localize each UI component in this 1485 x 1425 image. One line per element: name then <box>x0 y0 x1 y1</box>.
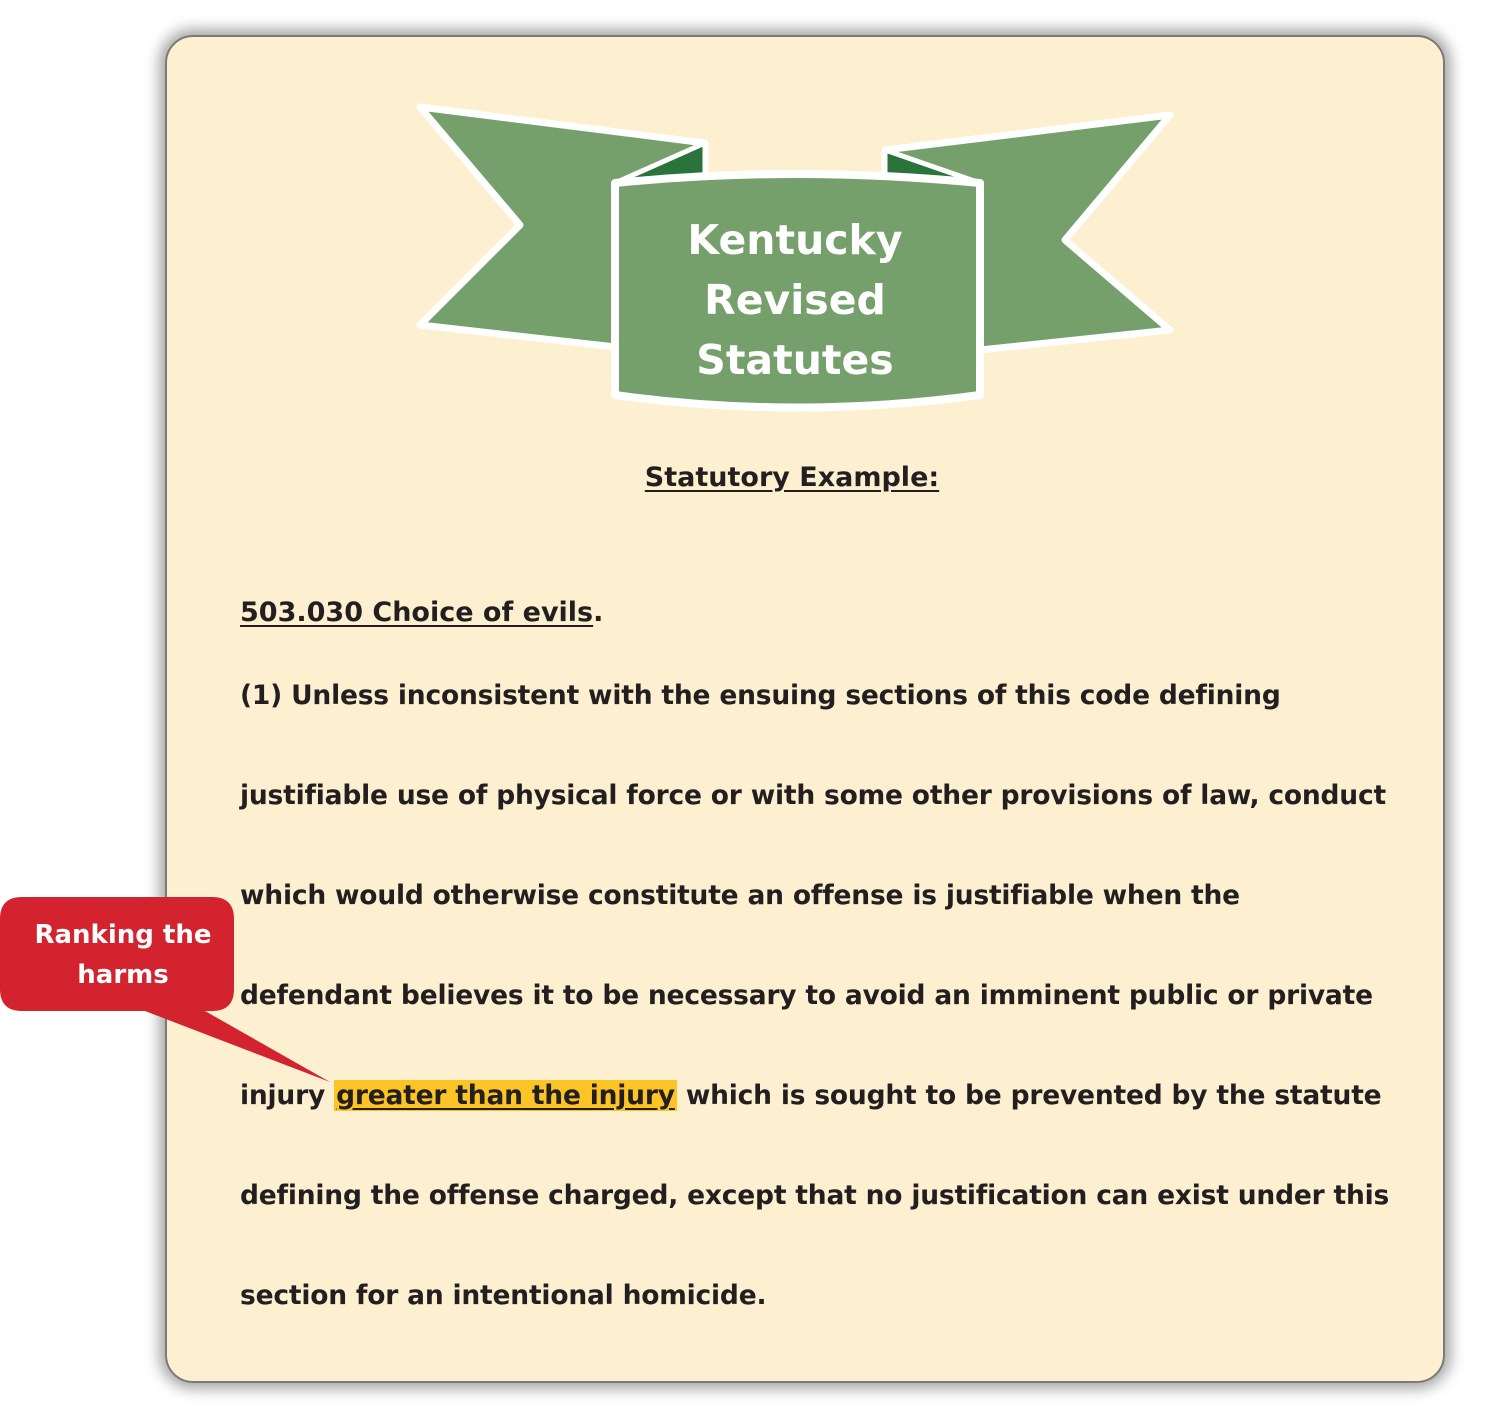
section-title-suffix: . <box>593 597 604 628</box>
callout-text <box>14 915 232 995</box>
banner-title <box>620 210 970 390</box>
statute-line-1: (1) Unless inconsistent with the ensuing sections of this code defining <box>240 680 1281 711</box>
statute-line-7: section for an intentional homicide. <box>240 1280 767 1311</box>
callout-line: harms <box>77 960 169 990</box>
statute-line-6: defining the offense charged, except that no justification can exist under this <box>240 1180 1390 1211</box>
banner-title-line: Revised <box>704 276 886 324</box>
statute-line-4: defendant believes it to be necessary to avoid an imminent public or private <box>240 980 1373 1011</box>
statute-line-5-after: which is sought to be prevented by the statute <box>676 1080 1382 1111</box>
statute-line-5-before: injury <box>240 1080 335 1111</box>
statutory-example-heading: Statutory Example: <box>644 462 940 493</box>
callout-line: Ranking the <box>34 920 212 950</box>
section-title <box>240 597 603 628</box>
statute-line-3: which would otherwise constitute an offense is justifiable when the <box>240 880 1240 911</box>
banner-title-line: Statutes <box>696 336 894 384</box>
statute-line-5 <box>240 1080 1381 1111</box>
section-title-text: 503.030 Choice of evils <box>240 597 594 628</box>
highlighted-phrase: greater than the injury <box>336 1080 675 1111</box>
statute-line-2: justifiable use of physical force or with some other provisions of law, conduct <box>240 780 1386 811</box>
banner-title-line: Kentucky <box>687 216 903 264</box>
